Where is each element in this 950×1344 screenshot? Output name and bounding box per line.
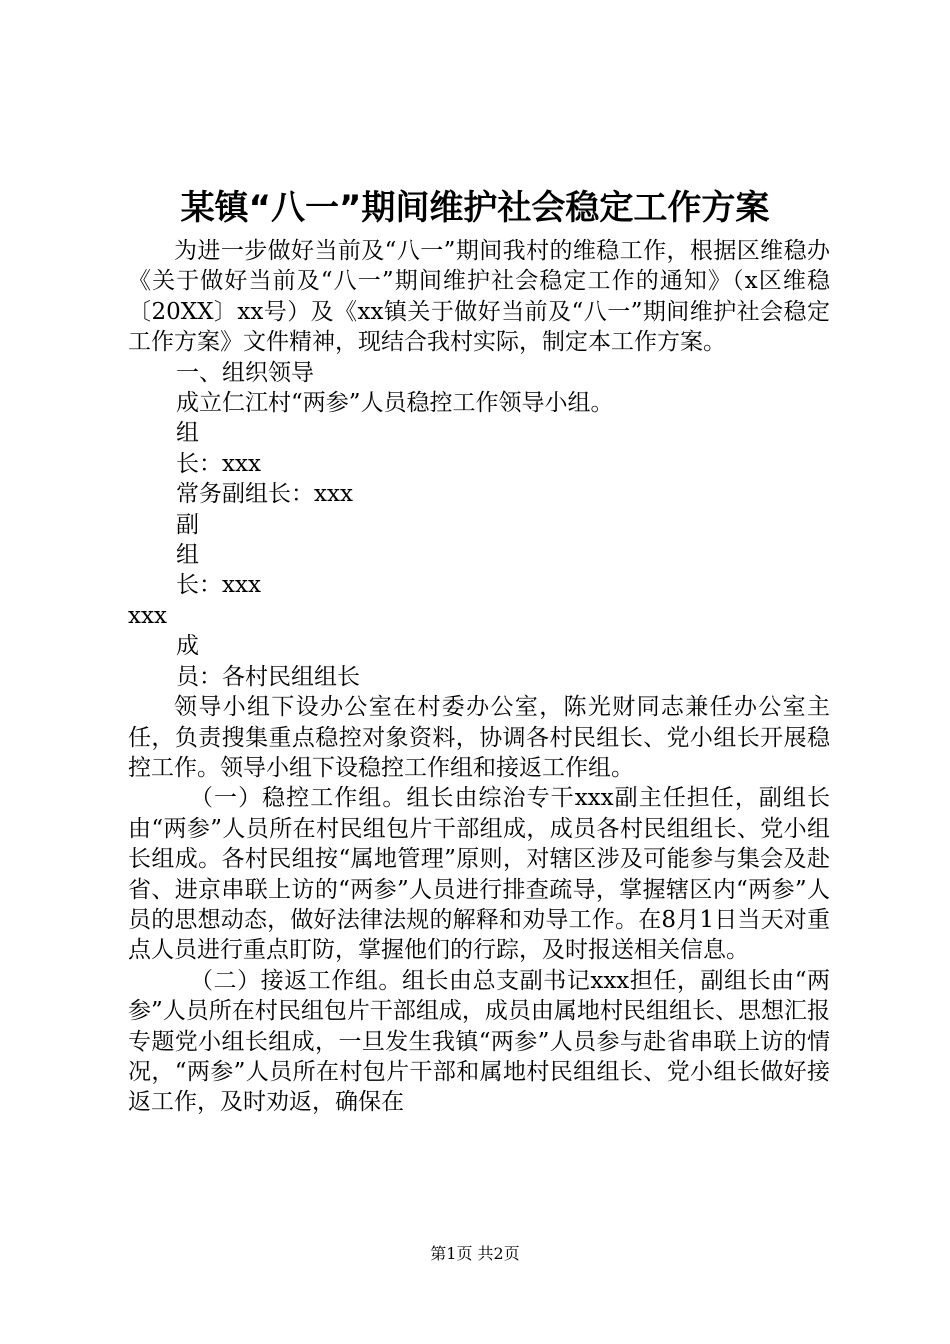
office-paragraph: 领导小组下设办公室在村委办公室，陈光财同志兼任办公室主任，负责搜集重点稳控对象资料，协调各村民组长、党小组长开展稳控工作。领导小组下设稳控工作组和接返工作组。	[128, 694, 830, 781]
roster-line: 长：xxx	[176, 572, 261, 599]
roster-line: 成	[176, 633, 199, 660]
roster-line: 副	[176, 511, 199, 538]
stability-group-paragraph: （一）稳控工作组。组长由综治专干xxx副主任担任，副组长由“两参”人员所在村民组包片干部组成，成员各村民组组长、党小组长组成。各村民组按“属地管理”原则，对辖区涉及可能参与集会及赴省、进京串联上访的“两参”人员进行排查疏导，掌握辖区内“两参”人员的思想动态，做好法律法规的解释和劝导工作。在8月1日当天对重点人员进行重点盯防，掌握他们的行踪，及时报送相关信息。	[128, 785, 830, 964]
roster-line: 员：各村民组组长	[176, 663, 360, 690]
document-body	[128, 236, 830, 1118]
section-heading: 一、组织领导	[176, 359, 314, 386]
roster-line: 组	[176, 420, 199, 447]
intro-paragraph: 为进一步做好当前及“八一”期间我村的维稳工作，根据区维稳办《关于做好当前及“八一”期间维护社会稳定工作的通知》（x区维稳〔20XX〕xx号）及《xx镇关于做好当前及“八一”期间维护社会稳定工作方案》文件精神，现结合我村实际，制定本工作方案。	[128, 238, 830, 356]
page-footer: 第1页 共2页	[430, 1244, 520, 1263]
document-title: 某镇“八一”期间维护社会稳定工作方案	[180, 188, 770, 228]
roster-line: 组	[176, 542, 199, 569]
roster-line: xxx	[128, 602, 167, 629]
roster-line: 常务副组长：xxx	[176, 481, 353, 508]
roster-line: 长：xxx	[176, 450, 261, 477]
return-group-paragraph: （二）接返工作组。组长由总支副书记xxx担任，副组长由“两参”人员所在村民组包片干部组成，成员由属地村民组组长、思想汇报专题党小组长组成，一旦发生我镇“两参”人员参与赴省串联上访的情况，“两参”人员所在村包片干部和属地村民组组长、党小组长做好接返工作，及时劝返，确保在	[128, 967, 830, 1116]
group-established-line: 成立仁江村“两参”人员稳控工作领导小组。	[176, 390, 614, 417]
